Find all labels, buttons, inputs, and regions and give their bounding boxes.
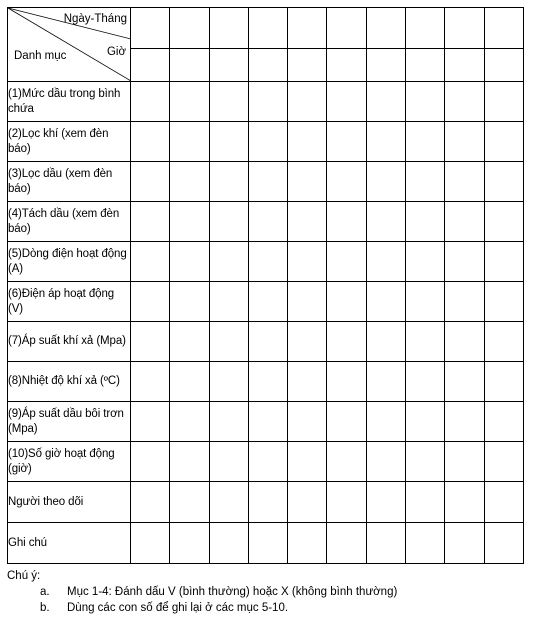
- entry-cell[interactable]: [484, 202, 523, 242]
- entry-cell[interactable]: [170, 482, 209, 523]
- hour-cell-9[interactable]: [445, 48, 484, 81]
- date-cell-3[interactable]: [209, 8, 248, 49]
- entry-cell[interactable]: [248, 162, 287, 202]
- entry-cell[interactable]: [170, 122, 209, 162]
- entry-cell[interactable]: [209, 282, 248, 322]
- category-label: Danh mục: [14, 50, 67, 62]
- entry-cell[interactable]: [170, 82, 209, 122]
- entry-cell[interactable]: [366, 322, 405, 362]
- entry-cell[interactable]: [248, 242, 287, 282]
- entry-cell[interactable]: [288, 362, 327, 402]
- entry-cell[interactable]: [327, 82, 366, 122]
- entry-cell[interactable]: [327, 402, 366, 442]
- row-label: (9)Áp suất dầu bôi trơn (Mpa): [8, 402, 131, 442]
- entry-cell[interactable]: [131, 362, 170, 402]
- entry-cell[interactable]: [131, 322, 170, 362]
- entry-cell[interactable]: [209, 322, 248, 362]
- notes-title: Chú ý:: [7, 570, 41, 582]
- hour-cell-4[interactable]: [248, 48, 287, 81]
- entry-cell[interactable]: [406, 282, 445, 322]
- entry-cell[interactable]: [288, 523, 327, 564]
- entry-cell[interactable]: [445, 82, 484, 122]
- entry-cell[interactable]: [131, 523, 170, 564]
- entry-cell[interactable]: [170, 362, 209, 402]
- entry-cell[interactable]: [248, 122, 287, 162]
- entry-cell[interactable]: [366, 122, 405, 162]
- entry-cell[interactable]: [170, 402, 209, 442]
- entry-cell[interactable]: [288, 442, 327, 482]
- entry-cell[interactable]: [366, 202, 405, 242]
- entry-cell[interactable]: [445, 162, 484, 202]
- note-text-b: Dùng các con số để ghi lại ở các mục 5-10.: [67, 602, 289, 614]
- entry-cell[interactable]: [327, 442, 366, 482]
- header-row-date: [8, 8, 524, 49]
- entry-cell[interactable]: [327, 362, 366, 402]
- entry-cell[interactable]: [406, 82, 445, 122]
- entry-cell[interactable]: [445, 523, 484, 564]
- entry-cell[interactable]: [366, 442, 405, 482]
- entry-cell[interactable]: [170, 322, 209, 362]
- entry-cell[interactable]: [170, 282, 209, 322]
- hour-cell-5[interactable]: [288, 48, 327, 81]
- entry-cell[interactable]: [484, 482, 523, 523]
- row-label: (4)Tách dầu (xem đèn báo): [8, 202, 131, 242]
- entry-cell[interactable]: [131, 202, 170, 242]
- entry-cell[interactable]: [170, 162, 209, 202]
- table-row: [8, 442, 524, 482]
- note-text-a: Mục 1-4: Đánh dấu V (bình thường) hoặc X (không bình thường): [67, 586, 398, 598]
- entry-cell[interactable]: [445, 202, 484, 242]
- entry-cell[interactable]: [131, 162, 170, 202]
- header-corner-cell: [8, 8, 131, 82]
- row-label: (2)Lọc khí (xem đèn báo): [8, 122, 131, 162]
- entry-cell[interactable]: [248, 202, 287, 242]
- entry-cell[interactable]: [131, 402, 170, 442]
- entry-cell[interactable]: [484, 523, 523, 564]
- hour-cell-2[interactable]: [170, 48, 209, 81]
- row-label: (3)Lọc dầu (xem đèn báo): [8, 162, 131, 202]
- entry-cell[interactable]: [131, 82, 170, 122]
- entry-cell[interactable]: [288, 482, 327, 523]
- entry-cell[interactable]: [131, 482, 170, 523]
- entry-cell[interactable]: [327, 202, 366, 242]
- entry-cell[interactable]: [209, 82, 248, 122]
- notes-section: [7, 568, 523, 616]
- entry-cell[interactable]: [366, 162, 405, 202]
- entry-cell[interactable]: [406, 523, 445, 564]
- table-row: [8, 162, 524, 202]
- note-line-b: [7, 600, 523, 616]
- entry-cell[interactable]: [406, 482, 445, 523]
- entry-cell[interactable]: [170, 202, 209, 242]
- entry-cell[interactable]: [288, 322, 327, 362]
- entry-cell[interactable]: [288, 282, 327, 322]
- row-label: (8)Nhiệt độ khí xả (ºC): [8, 362, 131, 402]
- entry-cell[interactable]: [288, 202, 327, 242]
- entry-cell[interactable]: [209, 523, 248, 564]
- note-marker-b: b.: [40, 602, 50, 614]
- row-label: (1)Mức dầu trong bình chứa: [8, 82, 131, 122]
- entry-cell[interactable]: [406, 362, 445, 402]
- entry-cell[interactable]: [327, 242, 366, 282]
- entry-cell[interactable]: [445, 282, 484, 322]
- entry-cell[interactable]: [248, 523, 287, 564]
- table-row: [8, 322, 524, 362]
- entry-cell[interactable]: [406, 242, 445, 282]
- note-marker-a: a.: [40, 586, 50, 598]
- entry-cell[interactable]: [484, 362, 523, 402]
- date-month-label: Ngày-Tháng: [63, 13, 127, 25]
- entry-cell[interactable]: [131, 282, 170, 322]
- entry-cell[interactable]: [209, 442, 248, 482]
- hour-label: Giờ: [106, 46, 126, 58]
- row-label: Ghi chú: [8, 523, 131, 564]
- entry-cell[interactable]: [248, 362, 287, 402]
- row-label: (10)Số giờ hoạt động (giờ): [8, 442, 131, 482]
- entry-cell[interactable]: [366, 362, 405, 402]
- entry-cell[interactable]: [445, 482, 484, 523]
- entry-cell[interactable]: [170, 242, 209, 282]
- hour-cell-1[interactable]: [131, 48, 170, 81]
- entry-cell[interactable]: [484, 402, 523, 442]
- entry-cell[interactable]: [131, 122, 170, 162]
- entry-cell[interactable]: [209, 402, 248, 442]
- hour-cell-7[interactable]: [366, 48, 405, 81]
- row-label: Người theo dõi: [8, 482, 131, 523]
- date-cell-6[interactable]: [327, 8, 366, 49]
- hour-cell-8[interactable]: [406, 48, 445, 81]
- entry-cell[interactable]: [484, 162, 523, 202]
- entry-cell[interactable]: [366, 402, 405, 442]
- entry-cell[interactable]: [248, 82, 287, 122]
- table-row: [8, 202, 524, 242]
- entry-cell[interactable]: [406, 122, 445, 162]
- entry-cell[interactable]: [484, 82, 523, 122]
- table-row: [8, 282, 524, 322]
- entry-cell[interactable]: [445, 122, 484, 162]
- table-row: [8, 82, 524, 122]
- row-label: (6)Điện áp hoạt động (V): [8, 282, 131, 322]
- date-cell-8[interactable]: [406, 8, 445, 49]
- date-cell-10[interactable]: [484, 8, 523, 49]
- entry-cell[interactable]: [209, 122, 248, 162]
- entry-cell[interactable]: [248, 322, 287, 362]
- entry-cell[interactable]: [170, 523, 209, 564]
- entry-cell[interactable]: [327, 122, 366, 162]
- date-cell-4[interactable]: [248, 8, 287, 49]
- table-row: [8, 523, 524, 564]
- entry-cell[interactable]: [288, 402, 327, 442]
- entry-cell[interactable]: [288, 82, 327, 122]
- entry-cell[interactable]: [445, 442, 484, 482]
- entry-cell[interactable]: [406, 162, 445, 202]
- entry-cell[interactable]: [288, 242, 327, 282]
- entry-cell[interactable]: [445, 362, 484, 402]
- entry-cell[interactable]: [484, 282, 523, 322]
- table-row: [8, 482, 524, 523]
- entry-cell[interactable]: [288, 122, 327, 162]
- entry-cell[interactable]: [327, 482, 366, 523]
- entry-cell[interactable]: [131, 242, 170, 282]
- entry-cell[interactable]: [327, 162, 366, 202]
- table-row: [8, 122, 524, 162]
- date-cell-1[interactable]: [131, 8, 170, 49]
- entry-cell[interactable]: [248, 442, 287, 482]
- entry-cell[interactable]: [209, 162, 248, 202]
- hour-cell-3[interactable]: [209, 48, 248, 81]
- table-row: [8, 402, 524, 442]
- hour-cell-10[interactable]: [484, 48, 523, 81]
- entry-cell[interactable]: [288, 162, 327, 202]
- date-cell-5[interactable]: [288, 8, 327, 49]
- entry-cell[interactable]: [327, 523, 366, 564]
- date-cell-2[interactable]: [170, 8, 209, 49]
- entry-cell[interactable]: [484, 442, 523, 482]
- entry-cell[interactable]: [248, 402, 287, 442]
- row-label: (7)Áp suất khí xả (Mpa): [8, 322, 131, 362]
- entry-cell[interactable]: [131, 442, 170, 482]
- entry-cell[interactable]: [366, 282, 405, 322]
- entry-cell[interactable]: [170, 442, 209, 482]
- entry-cell[interactable]: [209, 202, 248, 242]
- entry-cell[interactable]: [406, 202, 445, 242]
- date-cell-9[interactable]: [445, 8, 484, 49]
- entry-cell[interactable]: [366, 82, 405, 122]
- entry-cell[interactable]: [406, 322, 445, 362]
- entry-cell[interactable]: [484, 242, 523, 282]
- header-corner: [8, 8, 131, 81]
- log-sheet: [7, 7, 523, 616]
- entry-cell[interactable]: [406, 442, 445, 482]
- date-cell-7[interactable]: [366, 8, 405, 49]
- row-label: (5)Dòng điện hoạt động (A): [8, 242, 131, 282]
- entry-cell[interactable]: [366, 523, 405, 564]
- entry-cell[interactable]: [248, 482, 287, 523]
- entry-cell[interactable]: [327, 322, 366, 362]
- entry-cell[interactable]: [445, 242, 484, 282]
- entry-cell[interactable]: [366, 242, 405, 282]
- entry-cell[interactable]: [445, 402, 484, 442]
- table-row: [8, 242, 524, 282]
- entry-cell[interactable]: [366, 482, 405, 523]
- entry-cell[interactable]: [209, 242, 248, 282]
- entry-cell[interactable]: [484, 122, 523, 162]
- entry-cell[interactable]: [327, 282, 366, 322]
- entry-cell[interactable]: [209, 482, 248, 523]
- entry-cell[interactable]: [209, 362, 248, 402]
- hour-cell-6[interactable]: [327, 48, 366, 81]
- entry-cell[interactable]: [484, 322, 523, 362]
- entry-cell[interactable]: [445, 322, 484, 362]
- entry-cell[interactable]: [406, 402, 445, 442]
- inspection-log-table: [7, 7, 524, 564]
- entry-cell[interactable]: [248, 282, 287, 322]
- note-line-a: [7, 584, 523, 600]
- table-row: [8, 362, 524, 402]
